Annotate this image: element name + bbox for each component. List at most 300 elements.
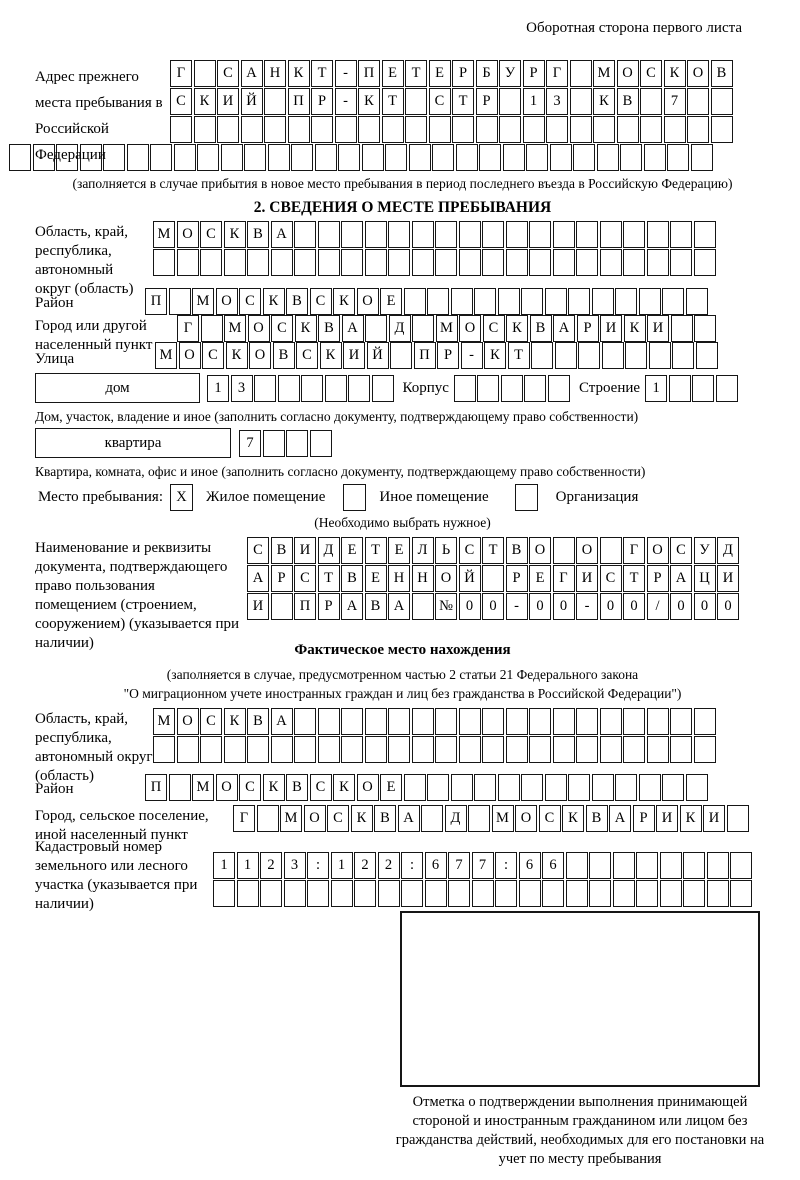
char-box[interactable] xyxy=(459,221,481,248)
char-box[interactable] xyxy=(338,144,360,171)
char-box[interactable] xyxy=(672,342,694,369)
char-box[interactable]: О xyxy=(177,221,199,248)
char-box[interactable]: Р xyxy=(437,342,459,369)
char-box[interactable]: К xyxy=(664,60,686,87)
char-box[interactable] xyxy=(691,144,713,171)
char-box[interactable] xyxy=(365,708,387,735)
char-box[interactable]: М xyxy=(192,288,214,315)
char-box[interactable]: К xyxy=(506,315,528,342)
char-box[interactable] xyxy=(576,221,598,248)
char-box[interactable]: Й xyxy=(367,342,389,369)
char-box[interactable] xyxy=(254,375,276,402)
char-box[interactable]: П xyxy=(145,288,167,315)
char-box[interactable]: 6 xyxy=(519,852,541,879)
char-box[interactable]: Е xyxy=(529,565,551,592)
char-box[interactable]: В xyxy=(341,565,363,592)
char-box[interactable]: Н xyxy=(412,565,434,592)
char-box[interactable] xyxy=(647,221,669,248)
char-box[interactable] xyxy=(294,708,316,735)
char-box[interactable] xyxy=(459,249,481,276)
char-box[interactable]: К xyxy=(224,708,246,735)
char-box[interactable]: М xyxy=(155,342,177,369)
char-box[interactable] xyxy=(649,342,671,369)
char-box[interactable]: О xyxy=(515,805,537,832)
char-box[interactable]: 0 xyxy=(717,593,739,620)
char-box[interactable] xyxy=(570,60,592,87)
char-box[interactable] xyxy=(294,249,316,276)
char-box[interactable]: К xyxy=(484,342,506,369)
char-box[interactable] xyxy=(310,430,332,457)
char-box[interactable]: Г xyxy=(177,315,199,342)
char-box[interactable] xyxy=(153,736,175,763)
char-box[interactable] xyxy=(372,375,394,402)
char-box[interactable] xyxy=(617,116,639,143)
char-box[interactable] xyxy=(224,249,246,276)
char-box[interactable] xyxy=(335,116,357,143)
checkbox-zhiloe[interactable]: X xyxy=(170,484,193,511)
char-box[interactable]: С xyxy=(294,565,316,592)
checkbox-organizatsiya[interactable] xyxy=(515,484,538,511)
char-box[interactable] xyxy=(694,708,716,735)
char-box[interactable] xyxy=(169,774,191,801)
char-box[interactable] xyxy=(647,708,669,735)
char-box[interactable] xyxy=(495,880,517,907)
char-box[interactable]: Т xyxy=(311,60,333,87)
char-box[interactable]: В xyxy=(586,805,608,832)
char-box[interactable]: П xyxy=(414,342,436,369)
char-box[interactable]: И xyxy=(717,565,739,592)
char-box[interactable]: М xyxy=(153,221,175,248)
char-box[interactable]: : xyxy=(495,852,517,879)
char-box[interactable]: Т xyxy=(365,537,387,564)
char-box[interactable]: А xyxy=(241,60,263,87)
char-box[interactable]: С xyxy=(310,288,332,315)
char-box[interactable]: Т xyxy=(482,537,504,564)
char-box[interactable] xyxy=(499,88,521,115)
char-box[interactable]: О xyxy=(357,288,379,315)
char-box[interactable]: В xyxy=(286,288,308,315)
char-box[interactable]: О xyxy=(216,774,238,801)
char-box[interactable]: О xyxy=(529,537,551,564)
char-box[interactable]: С xyxy=(217,60,239,87)
char-box[interactable]: М xyxy=(192,774,214,801)
char-box[interactable]: К xyxy=(295,315,317,342)
char-box[interactable]: Р xyxy=(647,565,669,592)
char-box[interactable]: О xyxy=(179,342,201,369)
char-box[interactable] xyxy=(412,736,434,763)
char-box[interactable] xyxy=(602,342,624,369)
char-box[interactable]: Й xyxy=(459,565,481,592)
char-box[interactable]: Т xyxy=(452,88,474,115)
char-box[interactable]: И xyxy=(647,315,669,342)
char-box[interactable] xyxy=(521,288,543,315)
char-box[interactable] xyxy=(694,736,716,763)
char-box[interactable] xyxy=(405,116,427,143)
char-box[interactable]: И xyxy=(247,593,269,620)
char-box[interactable]: О xyxy=(248,315,270,342)
char-box[interactable] xyxy=(503,144,525,171)
char-box[interactable]: В xyxy=(506,537,528,564)
char-box[interactable]: К xyxy=(680,805,702,832)
char-box[interactable] xyxy=(435,221,457,248)
char-box[interactable] xyxy=(9,144,31,171)
char-box[interactable] xyxy=(365,315,387,342)
char-box[interactable] xyxy=(247,249,269,276)
char-box[interactable]: А xyxy=(247,565,269,592)
char-box[interactable] xyxy=(174,144,196,171)
char-box[interactable]: И xyxy=(343,342,365,369)
char-box[interactable]: - xyxy=(335,60,357,87)
char-box[interactable] xyxy=(427,774,449,801)
char-box[interactable]: 1 xyxy=(207,375,229,402)
char-box[interactable] xyxy=(224,736,246,763)
char-box[interactable] xyxy=(221,144,243,171)
char-box[interactable] xyxy=(365,249,387,276)
char-box[interactable]: Д xyxy=(717,537,739,564)
char-box[interactable]: Е xyxy=(341,537,363,564)
char-box[interactable] xyxy=(671,315,693,342)
char-box[interactable] xyxy=(169,288,191,315)
char-box[interactable] xyxy=(435,249,457,276)
char-box[interactable]: М xyxy=(492,805,514,832)
char-box[interactable] xyxy=(613,880,635,907)
char-box[interactable] xyxy=(401,880,423,907)
char-box[interactable]: - xyxy=(335,88,357,115)
char-box[interactable]: Р xyxy=(523,60,545,87)
char-box[interactable]: В xyxy=(365,593,387,620)
char-box[interactable]: К xyxy=(358,88,380,115)
char-box[interactable] xyxy=(354,880,376,907)
char-box[interactable]: С xyxy=(200,221,222,248)
checkbox-inoe[interactable] xyxy=(343,484,366,511)
char-box[interactable] xyxy=(683,852,705,879)
char-box[interactable] xyxy=(241,116,263,143)
char-box[interactable]: Р xyxy=(633,805,655,832)
char-box[interactable] xyxy=(429,116,451,143)
char-box[interactable]: Б xyxy=(476,60,498,87)
char-box[interactable] xyxy=(683,880,705,907)
char-box[interactable] xyxy=(597,144,619,171)
char-box[interactable] xyxy=(425,880,447,907)
char-box[interactable] xyxy=(686,288,708,315)
char-box[interactable]: И xyxy=(294,537,316,564)
char-box[interactable] xyxy=(325,375,347,402)
char-box[interactable]: А xyxy=(398,805,420,832)
char-box[interactable]: 1 xyxy=(331,852,353,879)
char-box[interactable]: О xyxy=(304,805,326,832)
char-box[interactable]: О xyxy=(459,315,481,342)
char-box[interactable]: 1 xyxy=(213,852,235,879)
char-box[interactable]: К xyxy=(194,88,216,115)
char-box[interactable] xyxy=(570,116,592,143)
char-box[interactable]: О xyxy=(177,708,199,735)
char-box[interactable] xyxy=(409,144,431,171)
char-box[interactable] xyxy=(170,116,192,143)
char-box[interactable]: 6 xyxy=(425,852,447,879)
char-box[interactable]: Т xyxy=(318,565,340,592)
char-box[interactable]: О xyxy=(249,342,271,369)
char-box[interactable]: С xyxy=(459,537,481,564)
char-box[interactable] xyxy=(348,375,370,402)
char-box[interactable]: У xyxy=(694,537,716,564)
char-box[interactable] xyxy=(553,708,575,735)
char-box[interactable] xyxy=(667,144,689,171)
char-box[interactable] xyxy=(600,221,622,248)
char-box[interactable]: С xyxy=(483,315,505,342)
char-box[interactable]: Н xyxy=(388,565,410,592)
char-box[interactable] xyxy=(592,774,614,801)
char-box[interactable]: 2 xyxy=(378,852,400,879)
char-box[interactable]: К xyxy=(333,288,355,315)
char-box[interactable] xyxy=(388,221,410,248)
char-box[interactable] xyxy=(318,708,340,735)
char-box[interactable]: 0 xyxy=(529,593,551,620)
char-box[interactable] xyxy=(600,736,622,763)
char-box[interactable]: С xyxy=(670,537,692,564)
char-box[interactable]: 1 xyxy=(645,375,667,402)
char-box[interactable] xyxy=(454,375,476,402)
char-box[interactable] xyxy=(177,249,199,276)
char-box[interactable]: : xyxy=(307,852,329,879)
char-box[interactable] xyxy=(482,221,504,248)
char-box[interactable]: С xyxy=(239,288,261,315)
char-box[interactable] xyxy=(318,221,340,248)
char-box[interactable] xyxy=(730,880,752,907)
char-box[interactable]: В xyxy=(374,805,396,832)
char-box[interactable]: М xyxy=(224,315,246,342)
char-box[interactable]: М xyxy=(280,805,302,832)
char-box[interactable]: О xyxy=(687,60,709,87)
char-box[interactable]: 7 xyxy=(472,852,494,879)
char-box[interactable]: И xyxy=(576,565,598,592)
char-box[interactable] xyxy=(553,221,575,248)
char-box[interactable] xyxy=(531,342,553,369)
char-box[interactable] xyxy=(707,880,729,907)
char-box[interactable] xyxy=(200,736,222,763)
char-box[interactable] xyxy=(670,708,692,735)
char-box[interactable]: 0 xyxy=(600,593,622,620)
char-box[interactable]: В xyxy=(273,342,295,369)
char-box[interactable]: К xyxy=(263,774,285,801)
char-box[interactable] xyxy=(432,144,454,171)
char-box[interactable]: А xyxy=(609,805,631,832)
char-box[interactable] xyxy=(589,852,611,879)
char-box[interactable] xyxy=(341,221,363,248)
char-box[interactable] xyxy=(263,430,285,457)
char-box[interactable] xyxy=(730,852,752,879)
char-box[interactable]: Г xyxy=(546,60,568,87)
char-box[interactable] xyxy=(670,249,692,276)
char-box[interactable]: М xyxy=(153,708,175,735)
char-box[interactable] xyxy=(615,288,637,315)
char-box[interactable] xyxy=(288,116,310,143)
char-box[interactable] xyxy=(623,249,645,276)
char-box[interactable] xyxy=(523,116,545,143)
char-box[interactable]: П xyxy=(288,88,310,115)
char-box[interactable] xyxy=(662,288,684,315)
char-box[interactable] xyxy=(600,537,622,564)
char-box[interactable]: В xyxy=(530,315,552,342)
char-box[interactable] xyxy=(524,375,546,402)
char-box[interactable] xyxy=(388,249,410,276)
char-box[interactable] xyxy=(477,375,499,402)
char-box[interactable] xyxy=(546,116,568,143)
char-box[interactable] xyxy=(519,880,541,907)
char-box[interactable]: Р xyxy=(452,60,474,87)
char-box[interactable] xyxy=(472,880,494,907)
char-box[interactable]: К xyxy=(224,221,246,248)
char-box[interactable]: 0 xyxy=(459,593,481,620)
char-box[interactable] xyxy=(362,144,384,171)
char-box[interactable] xyxy=(498,288,520,315)
char-box[interactable] xyxy=(529,249,551,276)
char-box[interactable] xyxy=(600,249,622,276)
char-box[interactable]: А xyxy=(342,315,364,342)
char-box[interactable] xyxy=(686,774,708,801)
char-box[interactable] xyxy=(521,774,543,801)
char-box[interactable] xyxy=(711,88,733,115)
char-box[interactable]: О xyxy=(617,60,639,87)
char-box[interactable]: Р xyxy=(311,88,333,115)
char-box[interactable]: Г xyxy=(233,805,255,832)
char-box[interactable]: С xyxy=(429,88,451,115)
char-box[interactable] xyxy=(566,852,588,879)
char-box[interactable]: Ц xyxy=(694,565,716,592)
char-box[interactable]: Р xyxy=(318,593,340,620)
char-box[interactable] xyxy=(271,593,293,620)
char-box[interactable]: В xyxy=(318,315,340,342)
char-box[interactable]: П xyxy=(145,774,167,801)
char-box[interactable]: И xyxy=(703,805,725,832)
char-box[interactable] xyxy=(482,708,504,735)
char-box[interactable]: Д xyxy=(445,805,467,832)
char-box[interactable]: С xyxy=(640,60,662,87)
char-box[interactable] xyxy=(593,116,615,143)
char-box[interactable] xyxy=(468,805,490,832)
char-box[interactable]: 3 xyxy=(231,375,253,402)
char-box[interactable] xyxy=(555,342,577,369)
char-box[interactable] xyxy=(660,852,682,879)
char-box[interactable] xyxy=(404,774,426,801)
char-box[interactable] xyxy=(217,116,239,143)
char-box[interactable] xyxy=(501,375,523,402)
char-box[interactable] xyxy=(553,537,575,564)
char-box[interactable]: С xyxy=(202,342,224,369)
char-box[interactable]: - xyxy=(576,593,598,620)
char-box[interactable]: Г xyxy=(553,565,575,592)
char-box[interactable] xyxy=(459,736,481,763)
char-box[interactable] xyxy=(716,375,738,402)
char-box[interactable]: С xyxy=(296,342,318,369)
char-box[interactable]: Ь xyxy=(435,537,457,564)
char-box[interactable] xyxy=(615,774,637,801)
char-box[interactable] xyxy=(707,852,729,879)
char-box[interactable] xyxy=(412,315,434,342)
char-box[interactable] xyxy=(194,60,216,87)
char-box[interactable] xyxy=(244,144,266,171)
char-box[interactable] xyxy=(576,736,598,763)
char-box[interactable] xyxy=(568,774,590,801)
char-box[interactable] xyxy=(474,288,496,315)
char-box[interactable] xyxy=(278,375,300,402)
char-box[interactable]: И xyxy=(600,315,622,342)
char-box[interactable]: 7 xyxy=(448,852,470,879)
char-box[interactable] xyxy=(451,288,473,315)
char-box[interactable] xyxy=(452,116,474,143)
char-box[interactable] xyxy=(576,249,598,276)
char-box[interactable] xyxy=(476,116,498,143)
char-box[interactable] xyxy=(711,116,733,143)
char-box[interactable] xyxy=(213,880,235,907)
char-box[interactable] xyxy=(294,736,316,763)
char-box[interactable] xyxy=(670,221,692,248)
char-box[interactable]: Д xyxy=(389,315,411,342)
char-box[interactable] xyxy=(456,144,478,171)
char-box[interactable] xyxy=(197,144,219,171)
char-box[interactable] xyxy=(247,736,269,763)
char-box[interactable] xyxy=(482,736,504,763)
char-box[interactable] xyxy=(620,144,642,171)
char-box[interactable] xyxy=(200,249,222,276)
char-box[interactable] xyxy=(264,116,286,143)
char-box[interactable]: - xyxy=(461,342,483,369)
char-box[interactable]: А xyxy=(388,593,410,620)
char-box[interactable]: А xyxy=(553,315,575,342)
char-box[interactable] xyxy=(286,430,308,457)
char-box[interactable]: К xyxy=(263,288,285,315)
char-box[interactable] xyxy=(647,736,669,763)
char-box[interactable]: С xyxy=(170,88,192,115)
char-box[interactable] xyxy=(640,116,662,143)
char-box[interactable] xyxy=(640,88,662,115)
char-box[interactable]: 3 xyxy=(546,88,568,115)
char-box[interactable] xyxy=(311,116,333,143)
char-box[interactable]: К xyxy=(288,60,310,87)
char-box[interactable] xyxy=(378,880,400,907)
char-box[interactable] xyxy=(474,774,496,801)
char-box[interactable] xyxy=(412,249,434,276)
char-box[interactable] xyxy=(459,708,481,735)
char-box[interactable]: Т xyxy=(405,60,427,87)
char-box[interactable]: А xyxy=(341,593,363,620)
char-box[interactable]: В xyxy=(247,708,269,735)
char-box[interactable]: 0 xyxy=(623,593,645,620)
char-box[interactable]: 7 xyxy=(664,88,686,115)
char-box[interactable]: К xyxy=(333,774,355,801)
char-box[interactable]: Й xyxy=(241,88,263,115)
char-box[interactable] xyxy=(315,144,337,171)
char-box[interactable] xyxy=(318,249,340,276)
char-box[interactable] xyxy=(382,116,404,143)
char-box[interactable]: : xyxy=(401,852,423,879)
char-box[interactable] xyxy=(644,144,666,171)
char-box[interactable] xyxy=(578,342,600,369)
char-box[interactable] xyxy=(421,805,443,832)
char-box[interactable]: С xyxy=(271,315,293,342)
char-box[interactable] xyxy=(318,736,340,763)
char-box[interactable] xyxy=(341,249,363,276)
char-box[interactable]: 0 xyxy=(670,593,692,620)
char-box[interactable]: 2 xyxy=(260,852,282,879)
char-box[interactable] xyxy=(669,375,691,402)
char-box[interactable]: 6 xyxy=(542,852,564,879)
char-box[interactable]: К xyxy=(562,805,584,832)
char-box[interactable] xyxy=(331,880,353,907)
char-box[interactable] xyxy=(545,288,567,315)
char-box[interactable] xyxy=(284,880,306,907)
char-box[interactable]: Р xyxy=(271,565,293,592)
char-box[interactable] xyxy=(589,880,611,907)
